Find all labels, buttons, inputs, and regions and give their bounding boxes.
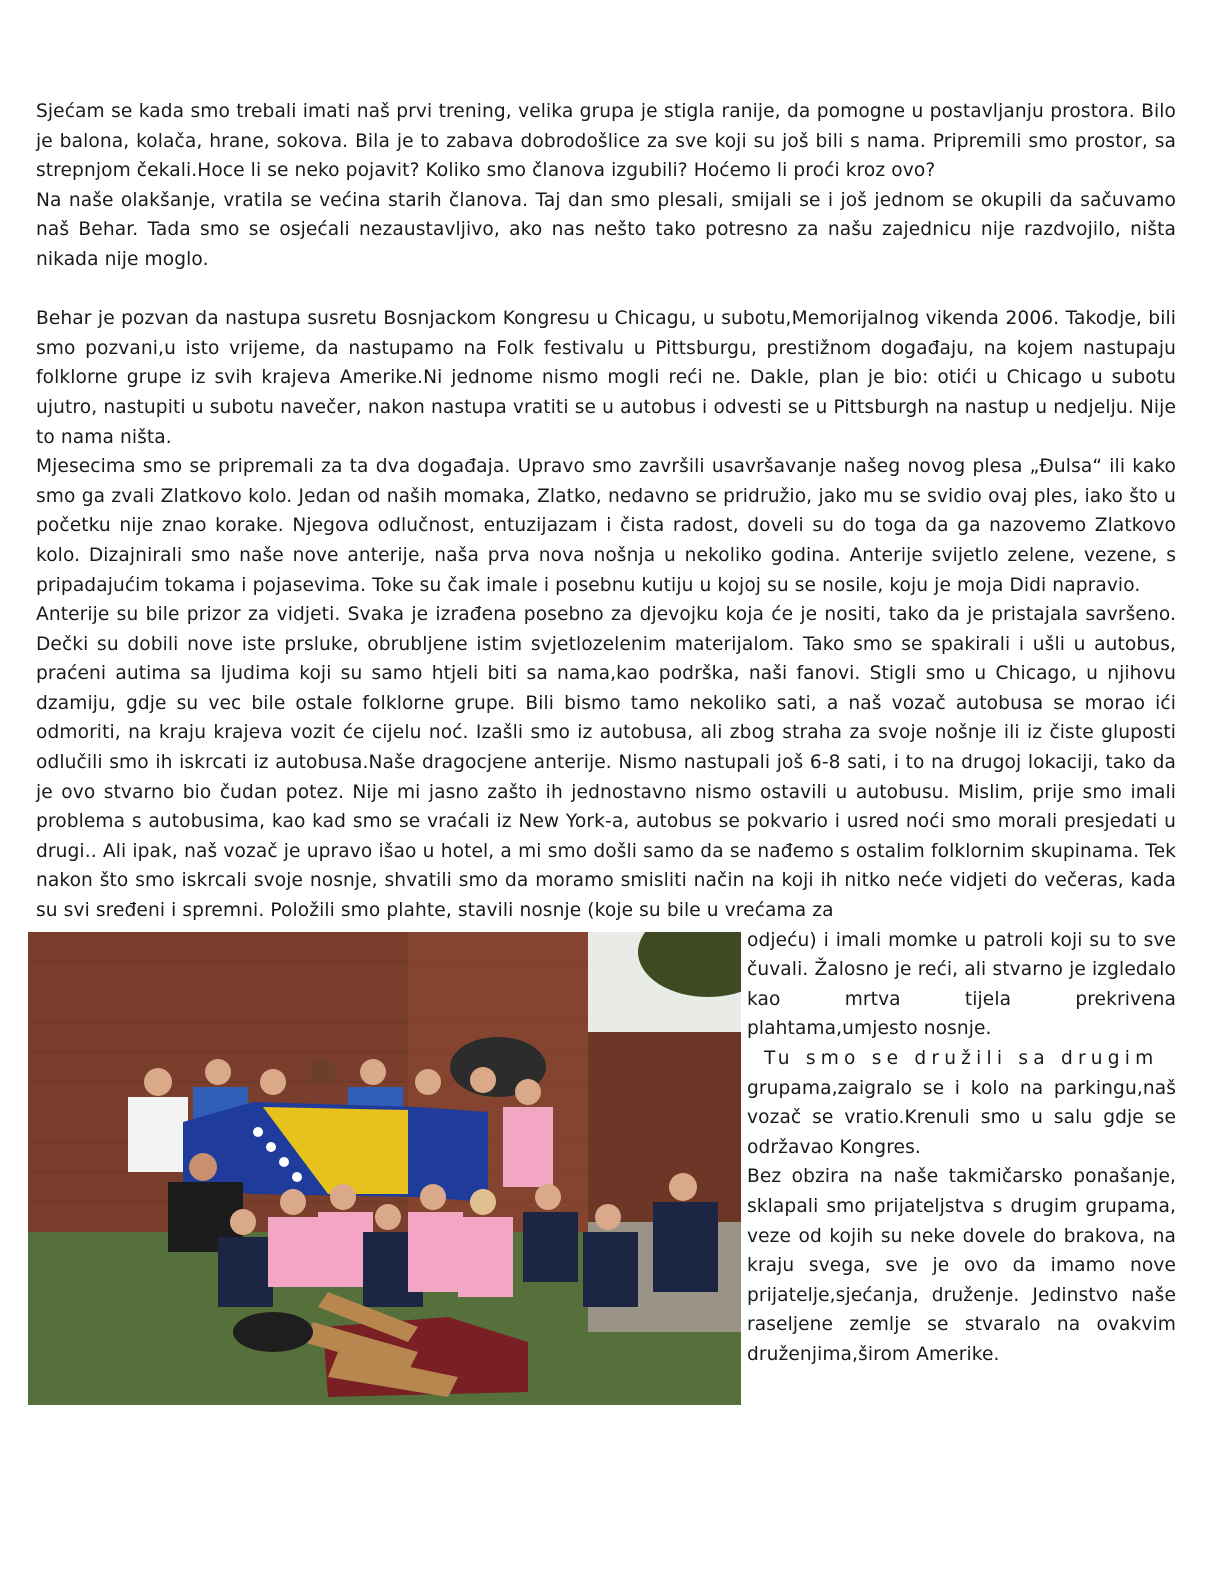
paragraph-side-guarding: odjeću) i imali momke u patroli koji su to sve čuvali. Žalosno je reći, ali stvarno je izgledalo kao mrtva tijela prekrivena plahtama,umjesto nosnje. xyxy=(747,929,1176,1040)
photo-row xyxy=(36,926,1176,1406)
paragraph-invitation: Behar je pozvan da nastupa susretu Bosnjackom Kongresu u Chicagu, u subotu,Memorijalnog vikenda 2006. Takodje, bili smo pozvani,u isto vrijeme, da nastupamo na Folk festivalu u Pittsburgu, prestižnom događaju, na kojem nastupaju folklorne grupe iz svih krajeva Amerike.Ni jednome nismo mogli reći ne. Dakle, plan je bio: otići u Chicago u subotu ujutro, nastupiti u subotu navečer, nakon nastupa vratiti se u autobus i odvesti se u Pittsburgh na nastup u nedjelju. Nije to nama ništa. xyxy=(36,308,1176,448)
paragraph-side-socializing: grupama,zaigralo se i kolo na parkingu,naš vozač se vratio.Krenuli smo u salu gdje se održavao Kongres. xyxy=(747,1077,1176,1158)
paragraph-anterije: Anterije su bile prizor za vidjeti. Svaka je izrađena posebno za djevojku koja će je nositi, tako da je pristajala savršeno. Dečki su dobili nove iste prsluke, obrubljene istim svjetlozelenim materijalom. Tako smo se spakirali i ušli u autobus, praćeni autima sa ljudima koji su samo htjeli biti sa nama,kao podrška, naši fanovi. Stigli smo u Chicago, u njihovu dzamiju, gdje su vec bile ostale folklorne grupe. Bili bismo tamo nekoliko sati, a naš vozač autobusa se morao ići odmoriti, na kraju krajeva vozit će cijelu noć. Izašli smo iz autobusa, ali zbog straha za svoje nošnje ili iz čiste gluposti odlučili smo ih iskrcati iz autobusa.Naše dragocjene anterije. Nismo nastupali još 6-8 sati, i to na drugoj lokaciji, tako da je ovo stvarno bio čudan potez. Nije mi jasno zašto ih jednostavno nismo ostavili u autobusu. Mislim, prije smo imali problema s autobusima, kao kad smo se vraćali iz New York-a, autobus se pokvario i usred noći smo morali presjedati u drugi.. Ali ipak, naš vozač je upravo išao u hotel, a mi smo došli samo da se nađemo s ostalim folklornim skupinama. Tek nakon što smo iskrcali svoje nosnje, shvatili smo da moramo smisliti način na koji ih nitko neće vidjeti do večeras, kada su svi sređeni i spremni. Položili smo plahte, stavili nosnje (koje su bile u vrećama za xyxy=(36,604,1176,922)
document-page xyxy=(36,97,1176,1406)
dark-case xyxy=(233,1312,313,1352)
group-photo-illustration xyxy=(28,932,741,1405)
paragraph-first-training: Sjećam se kada smo trebali imati naš prvi trening, velika grupa je stigla ranije, da pomogne u postavljanju prostora. Bilo je balona, kolača, hrane, sokova. Bila je to zabava dobrodošlice za sve koji su još bili s nama. Pripremili smo prostor, sa strepnjom čekali.Hoce li se neko pojavit? Koliko smo članova izgubili? Hoćemo li proći kroz ovo? xyxy=(36,101,1176,182)
paragraph-gap xyxy=(36,275,1176,305)
group-photo xyxy=(28,932,741,1405)
paragraph-relief: Na naše olakšanje, vratila se većina starih članova. Taj dan smo plesali, smijali se i još jednom se okupili da sačuvamo naš Behar. Tada smo se osjećali nezaustavljivo, ako nas nešto tako potresno za našu zajednicu nije razdvojilo, ništa nikada nije moglo. xyxy=(36,189,1176,270)
paragraph-side-socializing-lead: Tu smo se družili sa drugim xyxy=(764,1048,1159,1069)
paragraph-side-friendships: Bez obzira na naše takmičarsko ponašanje, sklapali smo prijateljstva s drugim grupama, veze od kojih su neke dovele do brakova, na kraju svega, sve je ovo da imamo nove prijatelje,sjećanja, druženje. Jedinstvo naše raseljene zemlje se stvaralo na ovakvim druženjima,širom Amerike. xyxy=(747,1166,1176,1365)
paragraph-preparation: Mjesecima smo se pripremali za ta dva događaja. Upravo smo završili usavršavanje našeg novog plesa „Đulsa“ ili kako smo ga zvali Zlatkovo kolo. Jedan od naših momaka, Zlatko, nedavno se pridružio, jako mu se svidio ovaj ples, iako što u početku nije znao korake. Njegova odlučnost, entuzijazam i čista radost, doveli su do toga da ga nazovemo Zlatkovo kolo. Dizajnirali smo naše nove anterije, naša prva nova nošnja u nekoliko godina. Anterije svijetlo zelene, vezene, s pripadajućim tokama i pojasevima. Toke su čak imale i posebnu kutiju u kojoj su se nosile, koju je moja Didi napravio. xyxy=(36,456,1176,596)
side-column xyxy=(747,926,1176,1370)
